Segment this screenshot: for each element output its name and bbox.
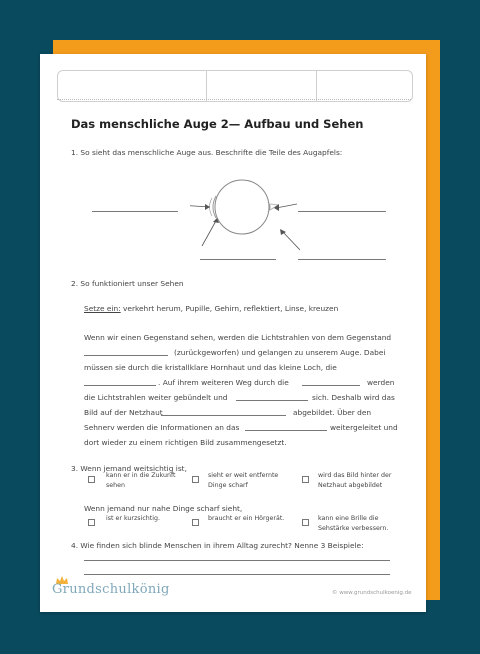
fill-blank[interactable] [161, 415, 286, 416]
setze-ein-label: Setze ein: [84, 304, 121, 313]
answer-line[interactable] [84, 574, 390, 575]
fill-blank[interactable] [236, 400, 308, 401]
checkbox[interactable] [88, 476, 95, 483]
label-blank[interactable] [298, 211, 386, 212]
option-label: kann er in die Zukunft sehen [106, 472, 176, 489]
paragraph-line: (zurückgeworfen) und gelangen zu unserem Auge. Dabei [174, 348, 386, 357]
header-dotted-line [57, 99, 411, 100]
paragraph-line: sich. Deshalb wird das [312, 393, 395, 402]
paragraph-line: Bild auf der Netzhaut [84, 408, 163, 417]
option-label: ist er kurzsichtig. [106, 515, 161, 522]
copyright: © www.grundschulkoenig.de [332, 590, 412, 596]
word-bank: verkehrt herum, Pupille, Gehirn, reflektiert, Linse, kreuzen [120, 304, 339, 313]
question-2 [71, 279, 184, 288]
setze-ein-line [84, 304, 338, 313]
question-4: 4. Wie finden sich blinde Menschen in ihrem Alltag zurecht? Nenne 3 Beispiele: [71, 541, 364, 550]
paragraph-line: abgebildet. Über den [293, 408, 372, 417]
question-2-heading: 2. So funktioniert unser Sehen [71, 279, 184, 288]
eye-diagram [190, 174, 300, 254]
logo: Grundschulkönig [52, 582, 170, 597]
option-label: kann eine Brille die Sehstärke verbessern. [318, 515, 389, 532]
checkbox[interactable] [302, 476, 309, 483]
option-label: braucht er ein Hörgerät. [208, 515, 285, 522]
answer-line[interactable] [84, 560, 390, 561]
checkbox[interactable] [88, 519, 95, 526]
paragraph-line: werden [367, 378, 395, 387]
option-label: wird das Bild hinter der Netzhaut abgebildet [318, 472, 392, 489]
paragraph-line: müssen sie durch die kristallklare Hornhaut und das kleine Loch, die [84, 363, 337, 372]
label-blank[interactable] [200, 259, 276, 260]
paragraph-line: weitergeleitet und [330, 423, 398, 432]
header-divider [206, 71, 207, 101]
label-blank[interactable] [92, 211, 178, 212]
header-strip [57, 70, 413, 102]
paragraph-line: dort wieder zu einem richtigen Bild zusammengesetzt. [84, 438, 287, 447]
page-title: Das menschliche Auge 2— Aufbau und Sehen [71, 117, 364, 131]
paragraph-line: Wenn wir einen Gegenstand sehen, werden die Lichtstrahlen von dem Gegenstand [84, 333, 392, 342]
question-3b: Wenn jemand nur nahe Dinge scharf sieht, [84, 504, 243, 513]
fill-blank[interactable] [84, 385, 156, 386]
paragraph-line: Sehnerv werden die Informationen an das [84, 423, 240, 432]
worksheet [40, 54, 426, 612]
question-1: 1. So sieht das menschliche Auge aus. Beschrifte die Teile des Augapfels: [71, 148, 343, 157]
header-divider [316, 71, 317, 101]
checkbox[interactable] [192, 519, 199, 526]
checkbox[interactable] [302, 519, 309, 526]
fill-blank[interactable] [302, 385, 360, 386]
question-3: 3. Wenn jemand weitsichtig ist, [71, 464, 187, 473]
option-label: sieht er weit entfernte Dinge scharf [208, 472, 279, 489]
paragraph-line: . Auf ihrem weiteren Weg durch die [158, 378, 289, 387]
label-blank[interactable] [298, 259, 386, 260]
fill-blank[interactable] [245, 430, 327, 431]
paragraph-line: die Lichtstrahlen weiter gebündelt und [84, 393, 228, 402]
checkbox[interactable] [192, 476, 199, 483]
fill-blank[interactable] [84, 355, 168, 356]
